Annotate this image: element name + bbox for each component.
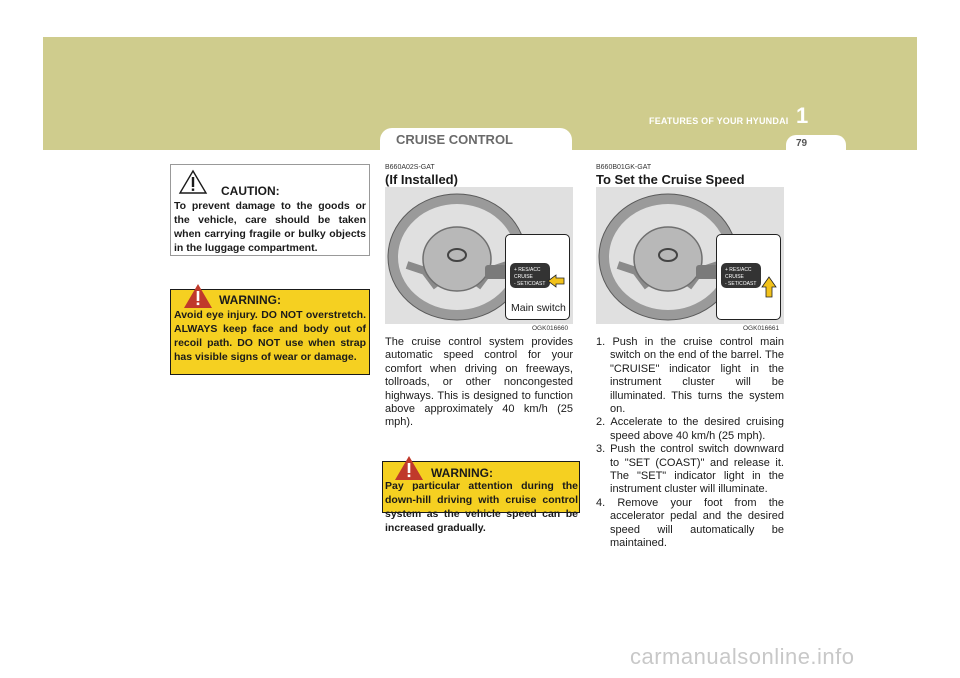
step-1: 1. Push in the cruise control main switch on the end of the barrel. The "CRUISE" indicator light in the instrument cluster will be illuminated. This turns the system on. (596, 336, 784, 416)
middle-section-code: B660A02S-GAT (385, 164, 435, 171)
step-4: 4. Remove your foot from the accelerator pedal and the desired speed will automatically be maintained. (596, 496, 784, 550)
warning-box-middle (382, 461, 580, 534)
figure-code-1: OGK016660 (532, 325, 569, 332)
main-switch-callout (505, 234, 570, 320)
section-title: CRUISE CONTROL (396, 132, 513, 147)
page-number: 79 (796, 138, 808, 149)
steering-wheel-figure-1 (385, 187, 573, 324)
caution-text: To prevent damage to the goods or the vehicle, care should be taken when carrying fragile or bulky objects in the luggage compartment. (174, 200, 366, 254)
chapter-title: FEATURES OF YOUR HYUNDAI (649, 116, 789, 126)
warning-text-middle: Pay particular attention during the down-hill driving with cruise control system as the vehicle speed can be increased gradually. (385, 480, 578, 534)
middle-heading: (If Installed) (385, 172, 458, 187)
step-2: 2. Accelerate to the desired cruising speed above 40 km/h (25 mph). (596, 416, 784, 442)
steering-wheel-figure-2 (596, 187, 784, 324)
steps-list (596, 336, 784, 551)
lever-callout-2 (716, 234, 781, 320)
chapter-number: 1 (796, 103, 809, 128)
lever-label-cruise: CRUISE (514, 274, 533, 280)
right-heading: To Set the Cruise Speed (596, 172, 745, 187)
warning-triangle-icon (183, 283, 213, 309)
main-switch-label: Main switch (511, 302, 566, 314)
caution-triangle-icon (178, 169, 208, 195)
up-arrow-icon (762, 277, 776, 297)
lever-label-resacc-2: + RES/ACC (725, 267, 752, 273)
caution-heading: CAUTION: (221, 184, 280, 198)
warning-box-left (170, 289, 370, 375)
watermark: carmanualsonline.info (630, 644, 855, 669)
step-3: 3. Push the control switch downward to "SET (COAST)" and release it. The "SET" indicator light in the instrument cluster will illuminate. (596, 443, 784, 496)
cruise-lever-icon-2 (717, 235, 780, 319)
figure-code-2: OGK016661 (743, 325, 780, 332)
lever-label-setcoast: - SET/COAST (514, 281, 546, 287)
page-tab (786, 135, 846, 150)
warning-text-left: Avoid eye injury. DO NOT overstretch. ALWAYS keep face and body out of recoil path. DO NOT use when strap has visible signs of wear or damage. (174, 309, 366, 363)
lever-label-resacc: + RES/ACC (514, 267, 541, 273)
right-section-code: B660B01GK-GAT (596, 164, 652, 171)
warning-heading-middle: WARNING: (431, 466, 493, 480)
lever-label-setcoast-2: - SET/COAST (725, 281, 757, 287)
middle-body-text: The cruise control system provides automatic speed control for your comfort when driving on freeways, tollroads, or other noncongested highways. This is designed to function above approximately 40 km/h (25 mph). (385, 336, 573, 429)
lever-label-cruise-2: CRUISE (725, 274, 744, 280)
warning-heading-left: WARNING: (219, 293, 281, 307)
caution-box (170, 164, 370, 256)
warning-triangle-icon-2 (394, 455, 424, 481)
cruise-lever-icon (506, 235, 569, 295)
push-arrow-icon (548, 275, 564, 287)
